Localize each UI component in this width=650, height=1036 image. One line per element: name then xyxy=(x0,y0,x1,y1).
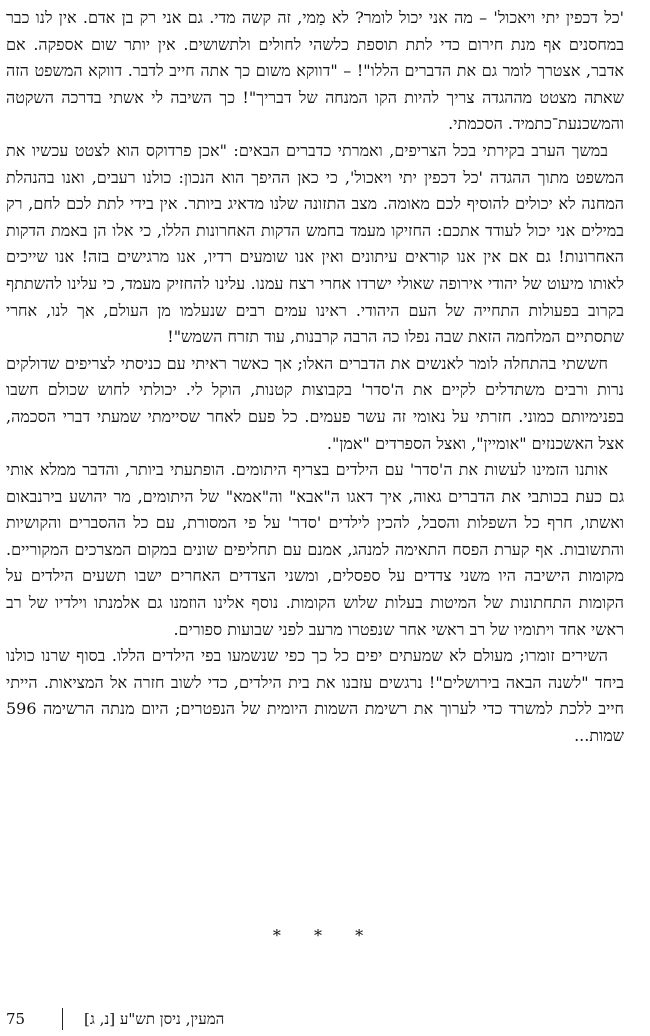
journal-citation: המעין, ניסן תש"ע [נ, ג] xyxy=(84,1010,225,1028)
paragraph-5: השירים זומרו; מעולם לא שמעתים יפים כל כך כפי שנשמעו בפי הילדים הללו. בסוף שרנו כולנו ביחד "לשנה הבאה בירושלים"! נרגשים עזבנו את בית הילדים, כדי לשוב חזרה אל המציאות. הייתי חייב ללכת למשרד כדי לערוך את רשימת השמות היומית של הנפטרים; היום מנתה הרשימה 596 שמות... xyxy=(6,646,624,746)
section-break-stars: * * * xyxy=(272,926,378,945)
article-body xyxy=(6,5,624,750)
paragraph-3: חששתי בהתחלה לומר לאנשים את הדברים האלו; אך כאשר ראיתי עם כניסתי לצריפים שדולקים נרות ורבים משתדלים לקיים את ה'סדר' בקבוצות קטנות, הוקל לי. יכולתי לחוש שכולם חשבו בפנימיותם כמוני. חזרתי על נאומי זה עשר פעמים. כל פעם לאחר שסיימתי שמעתי דברי הסכמה, אצל האשכנזים "אומיין", ואצל הספרדים "אמן". xyxy=(6,353,624,453)
paragraph-4: אותנו הזמינו לעשות את ה'סדר' עם הילדים בצריף היתומים. הופתעתי ביותר, והדבר ממלא אותי גם כעת בכותבי את הדברים גאוה, איך דאגו ה"אבא" וה"אמא" של היתומים, מר יהושע בירנבאום ואשתו, חרף כל השפלות והסבל, להכין לילדים 'סדר' על פי המסורת, עם כל ההסברים והקושיות והתשובות. אף קערת הפסח התאימה למנהג, אמנם עם תחליפים שונים במקום המצרכים המקוריים. מקומות הישיבה היו משני צדדים על ספסלים, ומשני הצדדים האחרים ישבו תשעים הילדים על הקומות התחתונות של המיטות בעלות שלוש הקומות. נוסף אלינו הוזמנו גם אלמנתו וילדיו של רב ראשי אחד ויתומיו של רב ראשי אחר שנפטרו מרעב לפני שבועות ספורים. xyxy=(6,460,624,639)
page-footer xyxy=(0,1006,650,1036)
page-number: 75 xyxy=(6,1010,26,1028)
paragraph-2: במשך הערב בקירתי בכל הצריפים, ואמרתי כדברים הבאים: "אכן פרדוקס הוא לצטט עכשיו את המשפט מתוך ההגדה 'כל דכפין יתי ויאכול', כי כאן ההיפך הוא הנכון: כולנו רעבים, ואנו בהנהלת המחנה לא יכולים להוסיף לכם מאומה. מצב התזונה שלנו מדאיג ביותר. אין בידי לתת לכם לחם, רק במילים אני יכול לעודד אתכם: החזיקו מעמד בחמש הדקות האחרונות הללו, כי אלו הן באמת הדקות האחרונות! גם אם אין אנו קוראים עיתונים ואין אנו שומעים רדיו, אנו מרגישים בזה! אנו שייכים לאותו מיעוט של יהודי אירופה שאולי ישרדו אחרי רצח עמנו. עלינו להחזיק מעמד, כי עלינו להשתתף בקרוב בפעולות התחייה של העם היהודי. ראינו עמים רבים שנעלמו מן העולם, אך לנו, אחרי שתסתיים המלחמה הזאת שבה נפלו כה הרבה קרבנות, עוד תזרח השמש"! xyxy=(6,140,624,347)
paragraph-1: 'כל דכפין יתי ויאכול' – מה אני יכול לומר? לא מַמי, זה קשה מדי. גם אני רק בן אדם. אין לנו כבר במחסנים אף מנת חירום כדי לתת תוספת כלשהי לחולים ולתשושים. אין יותר שום אספקה. אם אדבר, אצטרך לומר גם את הדברים הללו"! – "דווקא משום כך אתה חייב לדבר. דווקא המשפט הזה שאתה מצטט מההגדה צריך להיות הקו המנחה של דבריך"! כך השיבה לי אשתי בדרכה השקטה והמשכנעת־כתמיד. הסכמתי. xyxy=(6,8,624,134)
footer-divider xyxy=(62,1008,63,1030)
